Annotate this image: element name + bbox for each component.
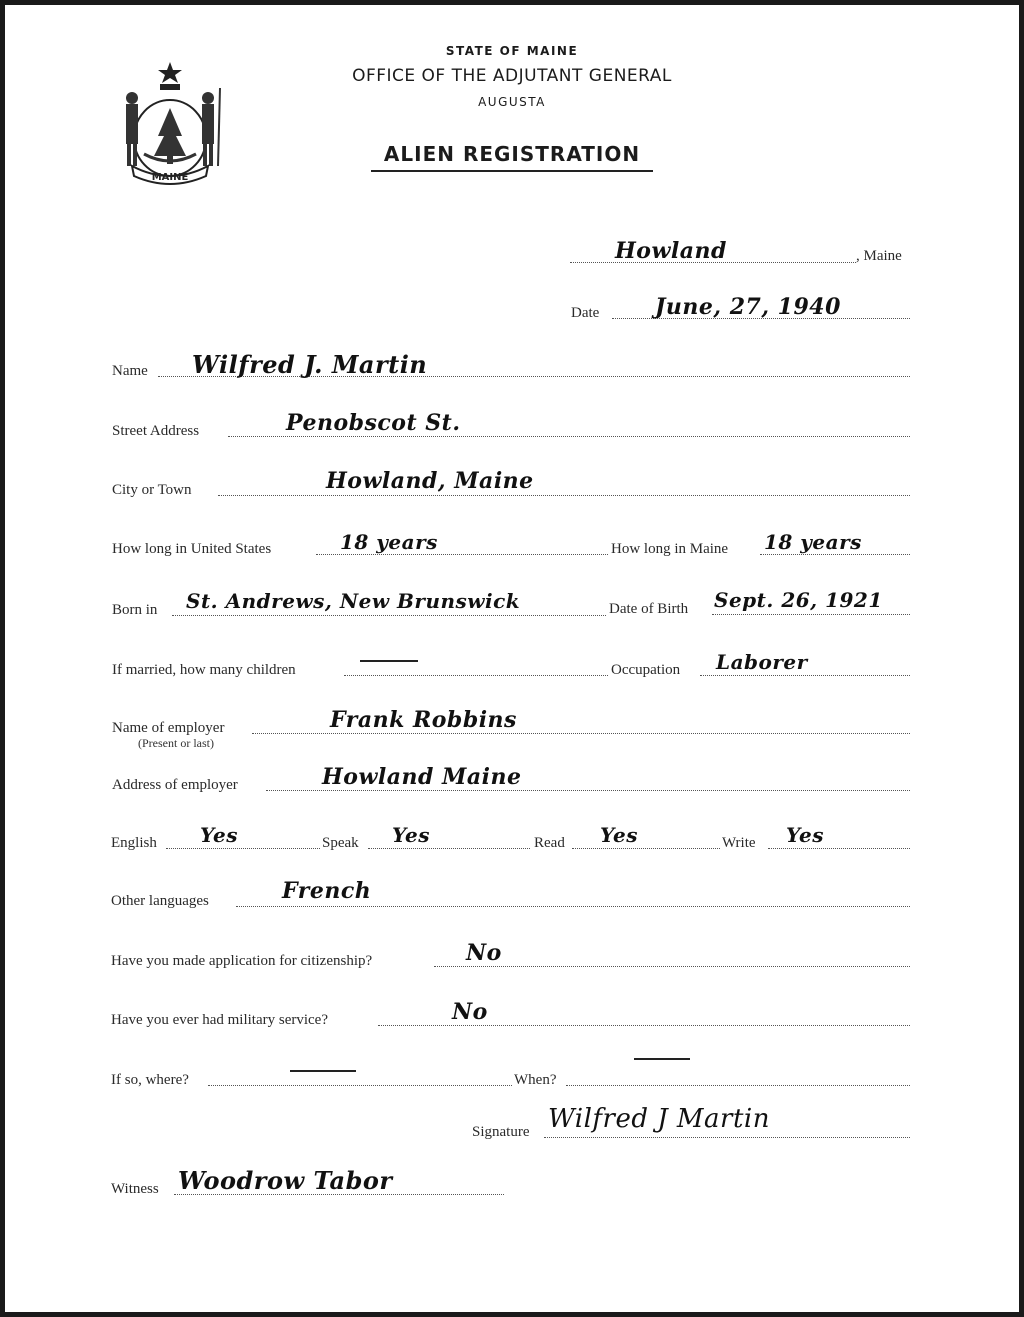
english-label: English (111, 835, 157, 851)
other-languages-label: Other languages (111, 893, 209, 909)
born-in-value: St. Andrews, New Brunswick (186, 589, 521, 613)
dob-label: Date of Birth (609, 601, 689, 617)
where-line (208, 1085, 512, 1086)
signature-label: Signature (472, 1124, 530, 1140)
citizenship-label: Have you made application for citizenship? (111, 953, 373, 969)
speak-label: Speak (322, 835, 359, 851)
read-value: Yes (600, 823, 639, 847)
occupation-label: Occupation (611, 662, 681, 678)
military-value: No (452, 999, 488, 1025)
dob-line (712, 614, 910, 615)
seal-text: MAINE (151, 172, 189, 183)
city-label: City or Town (112, 482, 192, 498)
occupation-value: Laborer (716, 650, 808, 674)
where-dash (290, 1070, 356, 1072)
military-line (378, 1025, 910, 1026)
city-line (218, 495, 910, 496)
when-label: When? (514, 1072, 557, 1088)
witness-label: Witness (111, 1181, 159, 1197)
how-long-maine-line (760, 554, 910, 555)
witness-value: Woodrow Tabor (178, 1166, 393, 1195)
signature-value: Wilfred J Martin (548, 1104, 770, 1134)
title-underline (371, 170, 653, 172)
street-value: Penobscot St. (286, 410, 461, 436)
how-long-us-value: 18 years (340, 530, 438, 554)
office-heading: OFFICE OF THE ADJUTANT GENERAL (352, 66, 672, 86)
location-suffix: , Maine (856, 248, 902, 264)
how-long-us-line (316, 554, 608, 555)
english-value: Yes (200, 823, 239, 847)
children-label: If married, how many children (112, 662, 296, 678)
speak-line (368, 848, 530, 849)
employer-label: Name of employer (112, 720, 225, 736)
employer-sublabel: (Present or last) (138, 736, 214, 750)
employer-line (252, 733, 910, 734)
date-label: Date (571, 305, 600, 321)
other-languages-value: French (282, 878, 372, 904)
dob-value: Sept. 26, 1921 (714, 588, 883, 612)
how-long-maine-label: How long in Maine (611, 541, 729, 557)
employer-value: Frank Robbins (330, 707, 517, 733)
read-label: Read (534, 835, 565, 851)
state-heading: STATE OF MAINE (445, 44, 579, 58)
when-line (566, 1085, 910, 1086)
how-long-us-label: How long in United States (112, 541, 272, 557)
citizenship-line (434, 966, 910, 967)
write-value: Yes (786, 823, 825, 847)
children-line (344, 675, 608, 676)
page-title: ALIEN REGISTRATION (383, 142, 641, 166)
where-label: If so, where? (111, 1072, 189, 1088)
occupation-line (700, 675, 910, 676)
name-value: Wilfred J. Martin (192, 350, 428, 379)
how-long-maine-value: 18 years (764, 530, 862, 554)
children-dash (360, 660, 418, 662)
english-line (166, 848, 320, 849)
date-value: June, 27, 1940 (655, 294, 841, 320)
military-label: Have you ever had military service? (111, 1012, 328, 1028)
write-label: Write (722, 835, 756, 851)
city-value: Howland, Maine (326, 468, 534, 494)
employer-address-value: Howland Maine (322, 764, 522, 790)
write-line (768, 848, 910, 849)
born-in-label: Born in (112, 602, 158, 618)
employer-address-label: Address of employer (112, 777, 238, 793)
location-value: Howland (615, 238, 727, 264)
street-label: Street Address (112, 423, 200, 439)
born-in-line (172, 615, 606, 616)
when-dash (634, 1058, 690, 1060)
employer-address-line (266, 790, 910, 791)
name-label: Name (112, 363, 148, 379)
speak-value: Yes (392, 823, 431, 847)
city-heading: AUGUSTA (478, 95, 546, 109)
citizenship-value: No (466, 940, 502, 966)
maine-state-seal-icon (110, 58, 230, 188)
signature-line (544, 1137, 910, 1138)
street-line (228, 436, 910, 437)
read-line (572, 848, 720, 849)
other-languages-line (236, 906, 910, 907)
